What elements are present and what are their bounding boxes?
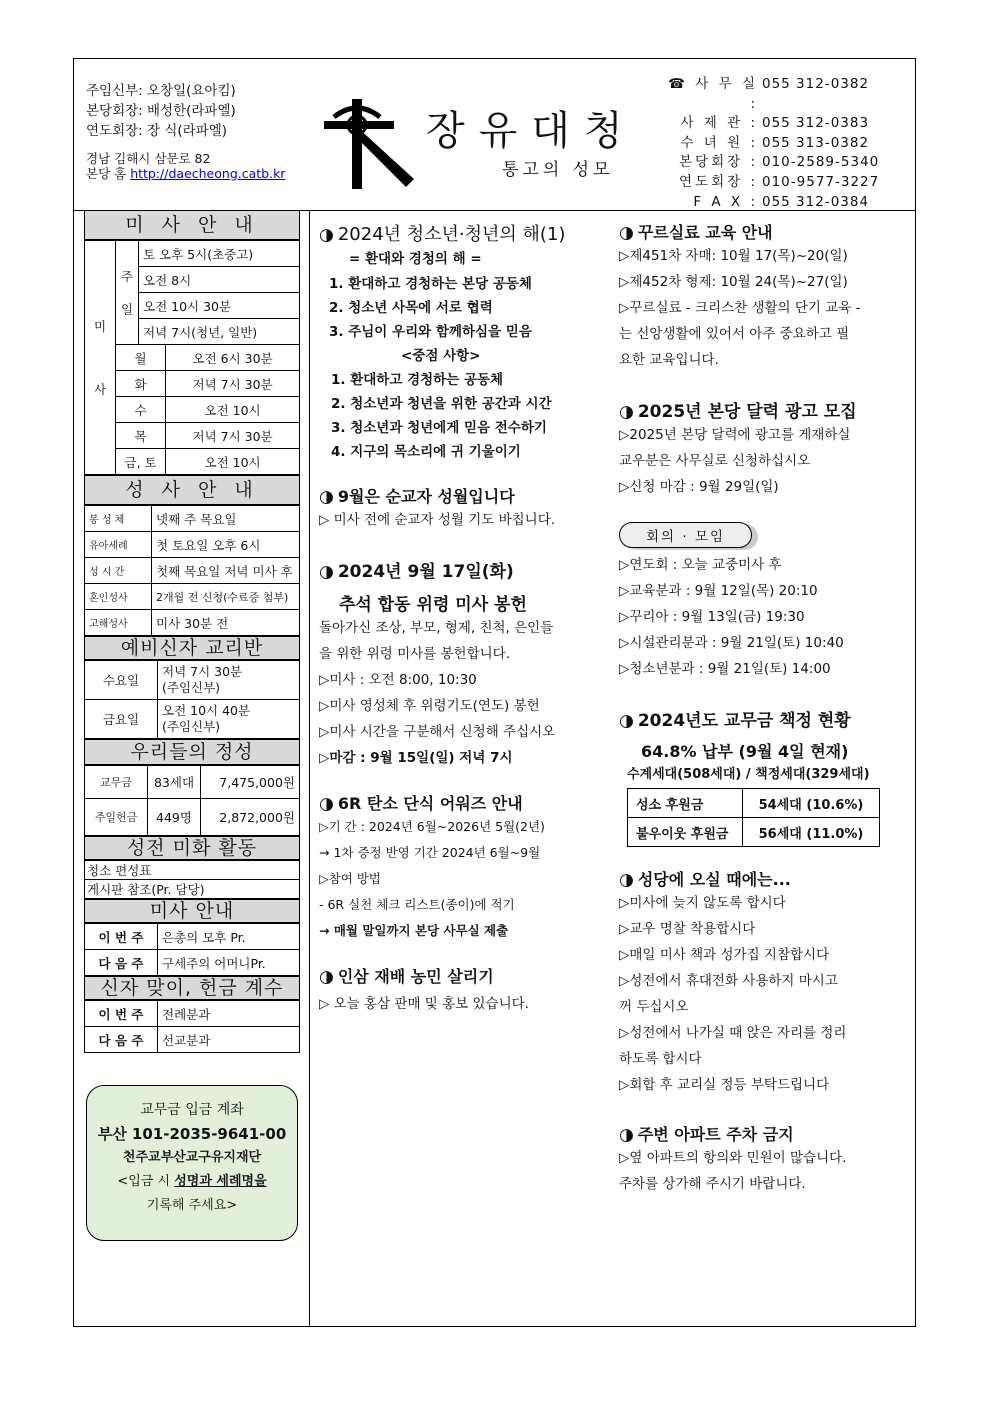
date-deadline: ▷마감 : 9월 15일(일) 저녁 7시 — [319, 750, 513, 766]
contact-key: 사 무 실 : — [695, 76, 758, 112]
quiz-submit: → 매월 말일까지 본당 사무실 제출 — [319, 923, 509, 938]
header-left-line-0: 주임신부: 오창일(요아킴) — [86, 83, 236, 99]
catechumen-day: 금요일 — [85, 700, 158, 739]
weekday: 목 — [116, 423, 166, 449]
meeting-line: ▷꾸리아 : 9월 13일(금) 19:30 — [619, 609, 805, 625]
cursillo-heading: ◑ 꾸르실료 교육 안내 — [619, 223, 773, 243]
contact-key: 사 제 관 : — [680, 115, 758, 132]
contact-list — [658, 75, 879, 212]
sacrament-value: 첫째 목요일 저녁 미사 후 — [152, 558, 300, 584]
offering-table — [84, 765, 300, 836]
year-item: 3. 주님이 우리와 함께하심을 믿음 — [329, 324, 532, 340]
weekday-time: 오전 10시 — [166, 397, 300, 423]
contact-key: 본당회장 : — [678, 154, 758, 171]
church-line: ▷미사에 늦지 않도록 합시다 — [619, 895, 786, 911]
calendar-line: ▷신청 마감 : 9월 29일(일) — [619, 479, 779, 495]
home-label: 본당 홈 — [86, 166, 131, 181]
date-heading: ◑ 2024년 9월 17일(화) — [319, 562, 514, 582]
offering-key: 주일헌금 — [85, 799, 148, 836]
contact-key: F A X : — [693, 193, 758, 210]
mass2-title: 미사 안내 — [84, 899, 300, 923]
mass-title: 미 사 안 내 — [84, 210, 300, 240]
weekday: 월 — [116, 345, 166, 371]
year-item: 2. 청소년 사목에 서로 협력 — [329, 300, 493, 316]
weekday-time: 저녁 7시 30분 — [166, 371, 300, 397]
beauty-line: 청소 편성표 — [85, 861, 300, 880]
bank-note-emph: 성명과 세례명을 — [174, 1174, 267, 1189]
header-left-line-1: 본당회장: 배성한(라파엘) — [86, 103, 236, 119]
bulletin-subtitle: 통고의 성모 — [502, 160, 614, 180]
greet-value: 선교분과 — [158, 1027, 300, 1053]
church-line: ▷성전에서 나가실 때 앉은 자리를 정리 — [619, 1025, 847, 1041]
sunday-time: 토 오후 5시(초중고) — [139, 241, 300, 267]
offering-count: 83세대 — [148, 766, 201, 799]
sacrament-value: 넷째 주 목요일 — [152, 506, 300, 532]
bank-note-suffix: 기록해 주세요> — [146, 1198, 238, 1213]
martyr-line: ▷ 미사 전에 순교자 성월 기도 바칩니다. — [319, 512, 556, 528]
year-heading: ◑ 2024년 청소년·청년의 해(1) — [319, 224, 566, 245]
offering-key: 교무금 — [85, 766, 148, 799]
weekday: 수 — [116, 397, 166, 423]
dues-sub: 64.8% 납부 (9월 4일 현재) — [641, 742, 849, 761]
parking-heading: ◑ 주변 아파트 주차 금지 — [619, 1125, 794, 1145]
sunday-label: 주 일 — [116, 241, 139, 345]
catechumen-teacher: (주임신부) — [162, 680, 221, 695]
weekday-time: 저녁 7시 30분 — [166, 423, 300, 449]
date-line: ▷미사 시간을 구분해서 신청해 주십시오 — [319, 724, 556, 740]
home-link[interactable]: http://daecheong.catb.kr — [130, 166, 286, 181]
mass-schedule-table — [84, 240, 300, 475]
beauty-line: 게시판 참조(Pr. 담당) — [85, 880, 300, 899]
date-line: ▷미사 : 오전 8:00, 10:30 — [319, 672, 477, 688]
greet-title: 신자 맞이, 헌금 계수 — [84, 976, 300, 1000]
half-circle-icon: ◑ — [319, 562, 334, 582]
contact-value: 055 312-0383 — [762, 115, 870, 132]
sacrament-key: 고해성사 — [85, 610, 152, 636]
half-circle-icon: ◑ — [619, 223, 634, 243]
quiz-line: ▷기 간 : 2024년 6월~2026년 5월(2년) — [319, 819, 545, 834]
contact-key: 수 녀 원 : — [680, 134, 758, 151]
sacrament-value: 미사 30분 전 — [152, 610, 300, 636]
calendar-line: ▷2025년 본당 달력에 광고를 게재하실 — [619, 427, 851, 443]
date-line: ▷미사 영성체 후 위령기도(연도) 봉헌 — [319, 698, 540, 714]
middle-column — [319, 220, 615, 1017]
catechumen-title: 예비신자 교리반 — [84, 636, 300, 660]
bank-holder: 천주교부산교구유지재단 — [122, 1150, 262, 1165]
mass2-table — [84, 923, 300, 976]
half-circle-icon: ◑ — [619, 711, 634, 731]
meeting-pill: 회의 · 모임 — [619, 522, 752, 548]
martyr-heading: ◑ 9월은 순교자 성월입니다 — [319, 487, 515, 507]
parking-line: ▷옆 아파트의 항의와 민원이 많습니다. — [619, 1150, 847, 1166]
right-column — [619, 220, 909, 1197]
half-circle-icon: ◑ — [619, 870, 634, 890]
cursillo-line: 요한 교육입니다. — [619, 352, 719, 368]
church-line: ▷성전에서 휴대전화 사용하지 마시고 — [619, 973, 838, 989]
ginseng-line: ▷ 오늘 홍삼 판매 및 홍보 있습니다. — [319, 996, 529, 1012]
mass2-key: 다 음 주 — [85, 950, 158, 976]
date-line: 돌아가신 조상, 부모, 형제, 친척, 은인들 — [319, 620, 554, 636]
bank-line-1: 교무금 입금 계좌 — [140, 1102, 244, 1118]
dues-value: 56세대 (11.0%) — [743, 818, 880, 847]
offering-amount: 2,872,000원 — [201, 799, 300, 836]
half-circle-icon: ◑ — [319, 794, 334, 814]
mass2-value: 구세주의 어머니Pr. — [158, 950, 300, 976]
mass2-value: 은총의 모후 Pr. — [158, 924, 300, 950]
contact-key: 연도회장 : — [678, 173, 758, 190]
half-circle-icon: ◑ — [319, 225, 334, 245]
half-circle-icon: ◑ — [619, 402, 634, 422]
column-divider — [309, 210, 310, 1326]
parking-line: 주차를 상가해 주시기 바랍니다. — [619, 1176, 806, 1192]
dues-heading: ◑ 2024년도 교무금 책정 현황 — [619, 711, 851, 731]
greet-key: 이 번 주 — [85, 1001, 158, 1027]
greet-table — [84, 1000, 300, 1053]
sacrament-table — [84, 505, 300, 636]
cursillo-line: 는 신앙생활에 있어서 아주 중요하고 필 — [619, 326, 850, 342]
church-line: 꺼 두십시오 — [619, 999, 689, 1015]
left-column — [84, 210, 300, 1053]
cursillo-line: ▷제451차 자매: 10월 17(목)~20(일) — [619, 248, 848, 264]
weekday: 화 — [116, 371, 166, 397]
calendar-heading: ◑ 2025년 본당 달력 광고 모집 — [619, 402, 857, 422]
header-left — [86, 81, 285, 181]
sacrament-key: 봉 성 체 — [85, 506, 152, 532]
phone-icon: ☎ — [668, 76, 688, 92]
greet-value: 전례분과 — [158, 1001, 300, 1027]
half-circle-icon: ◑ — [619, 1125, 634, 1145]
greet-key: 다 음 주 — [85, 1027, 158, 1053]
sunday-time: 저녁 7시(청년, 일반) — [139, 319, 300, 345]
meeting-line: ▷청소년분과 : 9월 21일(토) 14:00 — [619, 661, 831, 677]
focus-item: 3. 청소년과 청년에게 믿음 전수하기 — [331, 420, 547, 436]
mass-label-mi: 미 사 — [85, 241, 116, 475]
catechumen-time: 저녁 7시 30분 — [162, 664, 243, 679]
half-circle-icon: ◑ — [319, 967, 334, 987]
focus-item: 2. 청소년과 청년을 위한 공간과 시간 — [331, 396, 552, 412]
sunday-time: 오전 10시 30분 — [139, 293, 300, 319]
sacrament-key: 혼인성사 — [85, 584, 152, 610]
dues-table — [627, 788, 880, 847]
half-circle-icon: ◑ — [319, 487, 334, 507]
mass2-key: 이 번 주 — [85, 924, 158, 950]
church-line: ▷매일 미사 책과 성가집 지참합시다 — [619, 947, 830, 963]
offering-count: 449명 — [148, 799, 201, 836]
beauty-table — [84, 860, 300, 899]
quiz-line: ▷참여 방법 — [319, 871, 381, 886]
cursillo-line: ▷제452차 형제: 10월 24(목)~27(일) — [619, 274, 848, 290]
address: 경남 김해시 삼문로 82 — [86, 151, 211, 166]
sacrament-title: 성 사 안 내 — [84, 475, 300, 505]
church-line: ▷교우 명찰 착용합시다 — [619, 921, 756, 937]
focus-label: <중점 사항> — [401, 348, 481, 364]
quiz-line: - 6R 실천 체크 리스트(종이)에 적기 — [319, 897, 515, 912]
sacrament-key: 유아세례 — [85, 532, 152, 558]
cross-logo-icon — [324, 99, 414, 189]
meeting-line: ▷연도회 : 오늘 교중미사 후 — [619, 557, 782, 573]
bulletin-title: 장유대청 — [426, 108, 637, 154]
contact-value: 055 312-0384 — [762, 193, 870, 210]
calendar-line: 교우분은 사무실로 신청하십시오 — [619, 453, 811, 469]
quiz-heading: ◑ 6R 탄소 단식 어워즈 안내 — [319, 794, 523, 814]
focus-item: 1. 환대하고 경청하는 공동체 — [331, 372, 504, 388]
catechumen-teacher: (주임신부) — [162, 719, 221, 734]
ginseng-heading: ◑ 인삼 재배 농민 살리기 — [319, 967, 494, 987]
sacrament-value: 첫 토요일 오후 6시 — [152, 532, 300, 558]
dues-key: 성소 후원금 — [628, 789, 743, 818]
church-line: ▷회합 후 교리실 정등 부탁드립니다 — [619, 1077, 830, 1093]
dues-value: 54세대 (10.6%) — [743, 789, 880, 818]
weekday-time: 오전 6시 30분 — [166, 345, 300, 371]
church-line: 하도록 합시다 — [619, 1051, 702, 1067]
sacrament-value: 2개월 전 신청(수료증 첨부) — [152, 584, 300, 610]
bank-note-prefix: <입금 시 — [117, 1174, 175, 1189]
weekday-time: 오전 10시 — [166, 449, 300, 475]
date-line: 을 위한 위령 미사를 봉헌합니다. — [319, 646, 510, 662]
year-sub: = 환대와 경청의 해 = — [349, 251, 482, 267]
catechumen-day: 수요일 — [85, 661, 158, 700]
date-sub: 추석 합동 위령 미사 봉헌 — [339, 595, 527, 615]
catechumen-time: 오전 10시 40분 — [162, 703, 251, 718]
quiz-line: → 1차 증정 반영 기간 2024년 6월~9월 — [319, 845, 541, 860]
dues-line: 수계세대(508세대) / 책정세대(329세대) — [627, 767, 870, 782]
header — [74, 59, 915, 211]
sacrament-key: 성 시 간 — [85, 558, 152, 584]
meeting-line: ▷교육분과 : 9월 12일(목) 20:10 — [619, 583, 818, 599]
cursillo-line: ▷꾸르실료 - 크리스찬 생활의 단기 교육 - — [619, 300, 861, 316]
catechumen-table — [84, 660, 300, 739]
contact-value: 010-9577-3227 — [762, 173, 880, 190]
offering-amount: 7,475,000원 — [201, 766, 300, 799]
contact-value: 055 313-0382 — [762, 134, 870, 151]
bank-account-box — [86, 1085, 298, 1241]
dues-key: 불우이웃 후원금 — [628, 818, 743, 847]
header-left-line-2: 연도회장: 장 식(라파엘) — [86, 123, 228, 139]
year-item: 1. 환대하고 경청하는 본당 공동체 — [329, 276, 532, 292]
weekday: 금, 토 — [116, 449, 166, 475]
contact-value: 010-2589-5340 — [762, 154, 880, 171]
beauty-title: 성전 미화 활동 — [84, 836, 300, 860]
sunday-time: 오전 8시 — [139, 267, 300, 293]
contact-value: 055 312-0382 — [762, 76, 870, 92]
bank-account-number: 부산 101-2035-9641-00 — [97, 1125, 287, 1143]
meeting-line: ▷시설관리분과 : 9월 21일(토) 10:40 — [619, 635, 844, 651]
offering-title: 우리들의 정성 — [84, 739, 300, 765]
church-heading: ◑ 성당에 오실 때에는... — [619, 870, 791, 890]
focus-item: 4. 지구의 목소리에 귀 기울이기 — [331, 444, 521, 460]
bulletin-frame — [73, 58, 916, 1327]
